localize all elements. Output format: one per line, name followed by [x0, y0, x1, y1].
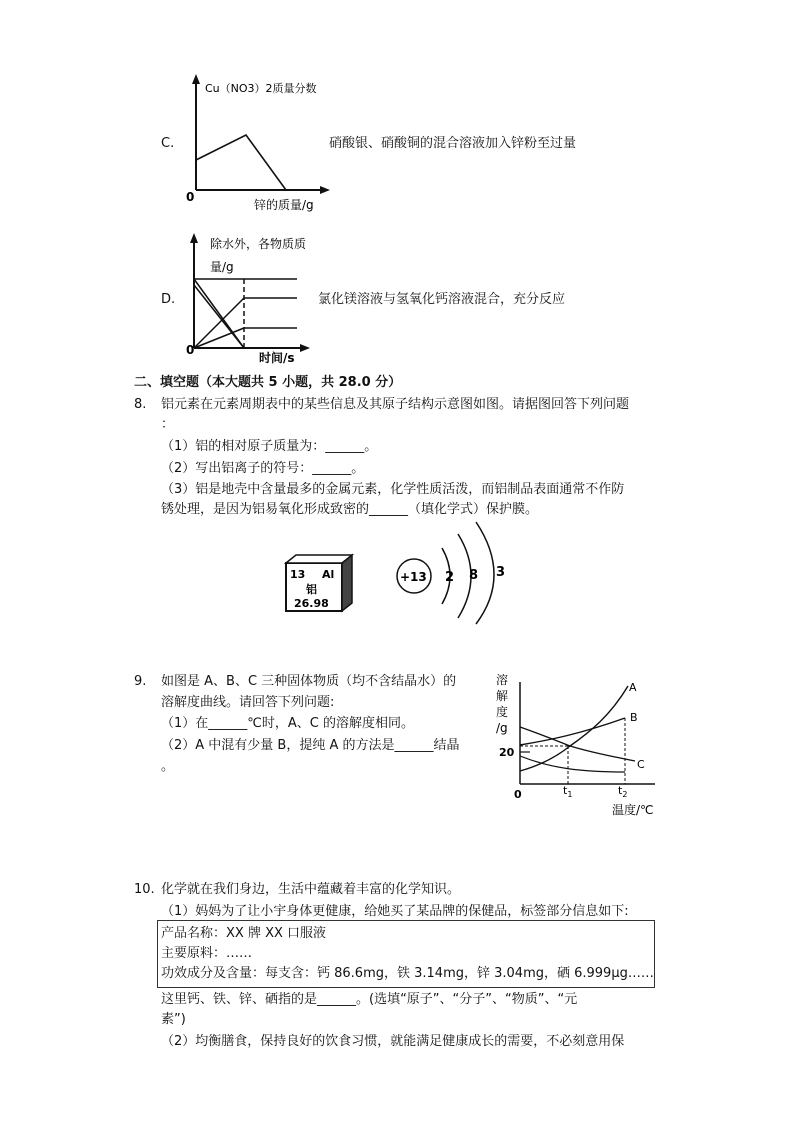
option-c-desc: 硝酸银、硝酸铜的混合溶液加入锌粉至过量 [329, 136, 577, 151]
q10-part-1-question-cont: 素”) [161, 1012, 186, 1027]
q10-part-1-question: 这里钙、铁、锌、硒指的是______。(选填“原子”、“分子”、“物质”、“元 [161, 992, 578, 1007]
element-mass: 26.98 [294, 597, 329, 610]
q10-number: 10. [134, 882, 155, 897]
q9-stem: 如图是 A、B、C 三种固体物质（均不含结晶水）的 [161, 674, 457, 689]
option-d-desc: 氯化镁溶液与氢氧化钙溶液混合，充分反应 [318, 292, 566, 307]
shell-2-electrons: 8 [469, 568, 479, 583]
q8-part-3: （3）铝是地壳中含量最多的金属元素，化学性质活泼，而铝制品表面通常不作防 [161, 482, 625, 497]
q9-part-1: （1）在______℃时，A、C 的溶解度相同。 [161, 716, 414, 731]
curve-b-label: B [630, 711, 638, 724]
solubility-chart [490, 668, 670, 818]
q9-stem-cont: 溶解度曲线。请回答下列问题: [161, 695, 335, 710]
shell-1-electrons: 2 [445, 570, 455, 585]
shell-3-electrons: 3 [496, 565, 506, 580]
q8-stem: 铝元素在元素周期表中的某些信息及其原子结构示意图如图。请据图回答下列问题 [161, 397, 630, 412]
option-d-ylabel-2: 量/g [210, 260, 234, 274]
curve-lower [520, 756, 625, 772]
option-c-xlabel: 锌的质量/g [254, 198, 314, 212]
q10-part-1: （1）妈妈为了让小宇身体更健康，给她买了某品牌的保健品，标签部分信息如下: [161, 904, 629, 919]
option-d-xlabel: 时间/s [259, 351, 295, 365]
curve-b [520, 718, 625, 745]
option-c-ylabel: Cu（NO3）2质量分数 [205, 82, 317, 95]
chart-ylabel-3: 度 [496, 705, 509, 719]
product-ingredients: 主要原料：…… [161, 946, 253, 961]
product-name: 产品名称：XX 牌 XX 口服液 [161, 926, 327, 941]
element-symbol: Al [322, 568, 335, 581]
section-heading: 二、填空题（本大题共 5 小题，共 28.0 分） [134, 375, 402, 390]
element-name: 铝 [306, 583, 317, 596]
q8-part-3-cont: 锈处理，是因为铝易氧化形成致密的______（填化学式）保护膜。 [161, 502, 539, 517]
chart-origin: 0 [514, 788, 522, 801]
q8-part-1: （1）铝的相对原子质量为：______。 [161, 439, 378, 454]
q9-part-2: （2）A 中混有少量 B，提纯 A 的方法是______结晶 [161, 738, 460, 753]
q9-part-2-cont: 。 [161, 759, 175, 774]
curve-c [520, 727, 635, 761]
option-d-graph [182, 230, 332, 366]
chart-t1: $t_1$ [563, 784, 573, 799]
option-d-ylabel-1: 除水外，各物质质 [210, 237, 307, 251]
curve-c-label: C [637, 758, 645, 771]
q8-stem-cont: ： [161, 417, 175, 432]
curve-a-label: A [629, 681, 637, 694]
option-c-letter: C. [161, 136, 175, 151]
q8-number: 8. [134, 397, 147, 412]
q9-number: 9. [134, 674, 147, 689]
option-c-curve [196, 135, 286, 190]
product-contents: 功效成分及含量：每支含：钙 86.6mg，铁 3.14mg，锌 3.04mg，硒 6.999μg…… [161, 966, 654, 981]
q8-part-2: （2）写出铝离子的符号：______。 [161, 461, 365, 476]
q10-stem: 化学就在我们身边，生活中蕴藏着丰富的化学知识。 [161, 882, 461, 897]
chart-ylabel-2: 解 [496, 689, 509, 703]
aluminum-element-cell [284, 553, 356, 615]
chart-ylabel-1: 溶 [496, 673, 509, 687]
nucleus-charge: +13 [400, 570, 427, 584]
chart-t2: $t_2$ [618, 784, 628, 799]
curve-a [520, 686, 628, 771]
chart-y20: 20 [499, 746, 515, 759]
option-d-letter: D. [161, 292, 176, 307]
option-c-graph [182, 72, 332, 212]
chart-xlabel: 温度/℃ [612, 803, 654, 817]
q10-part-2: （2）均衡膳食，保持良好的饮食习惯，就能满足健康成长的需要，不必刻意用保 [161, 1034, 625, 1049]
option-c-origin: 0 [186, 190, 195, 204]
aluminum-atom-diagram [392, 518, 522, 628]
element-number: 13 [290, 568, 306, 581]
option-d-origin: 0 [186, 343, 195, 357]
chart-ylabel-4: /g [496, 721, 508, 735]
